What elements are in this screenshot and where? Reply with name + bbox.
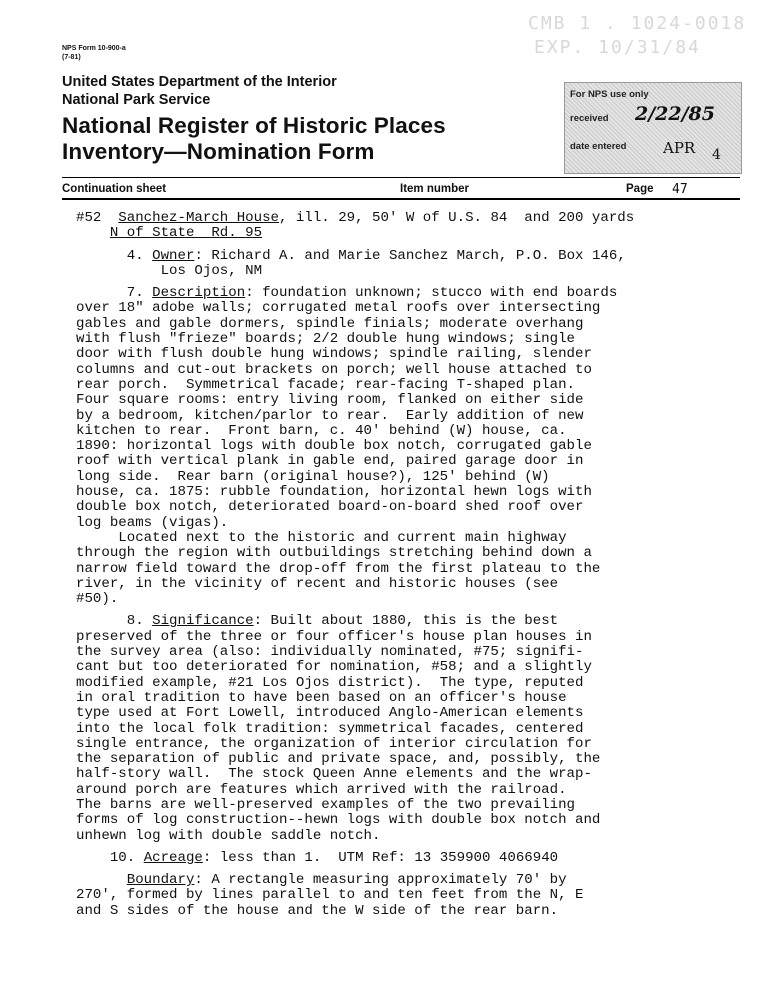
significance-line: modified example, #21 Los Ojos district). The type, reputed bbox=[76, 674, 584, 691]
owner-number: 4. bbox=[126, 247, 144, 264]
boundary-line: 270', formed by lines parallel to and ten feet from the N, E bbox=[76, 887, 584, 904]
owner-label: Owner bbox=[152, 247, 195, 264]
description-line: roof with vertical plank in gable end, paired garage door in bbox=[76, 453, 584, 470]
date-entered-label: date entered bbox=[570, 141, 627, 152]
acreage-section bbox=[76, 851, 756, 866]
description-line: kitchen to rear. Front barn, c. 40' behind (W) house, ca. bbox=[76, 422, 567, 439]
service-name: National Park Service bbox=[62, 92, 211, 108]
description-line: columns and cut-out brackets on porch; well house attached to bbox=[76, 361, 592, 378]
significance-line: preserved of the three or four officer's house plan houses in bbox=[76, 628, 592, 645]
description-label: Description bbox=[152, 285, 246, 302]
description-line: rear porch. Symmetrical facade; rear-facing T-shaped plan. bbox=[76, 376, 575, 393]
significance-line: The barns are well-preserved examples of the two prevailing bbox=[76, 796, 575, 813]
nps-use-label: For NPS use only bbox=[570, 89, 649, 100]
significance-line: the survey area (also: individually nominated, #75; signifi- bbox=[76, 644, 584, 661]
description-line: 1890: horizontal logs with double box notch, corrugated gable bbox=[76, 438, 592, 455]
description-line: with flush "frieze" boards; 2/2 double hung windows; single bbox=[76, 331, 575, 348]
significance-line: the separation of public and private space, and, possibly, the bbox=[76, 751, 601, 768]
significance-line: unhewn log with double saddle notch. bbox=[76, 827, 381, 844]
page-label: Page bbox=[626, 183, 654, 195]
description-line: Four square rooms: entry living room, flanked on either side bbox=[76, 392, 584, 409]
significance-line: cant but too deteriorated for nomination, #58; and a slightly bbox=[76, 659, 592, 676]
department-name: United States Department of the Interior bbox=[62, 74, 337, 90]
omb-stamp-line2: EXP. 10/31/84 bbox=[534, 37, 701, 58]
received-label: received bbox=[570, 113, 609, 124]
entry-number: #52 bbox=[76, 210, 102, 226]
property-name: Sanchez-March House bbox=[118, 210, 279, 226]
acreage-text: : less than 1. UTM Ref: 13 359900 4066940 bbox=[202, 849, 559, 866]
omb-stamp-line1: CMB 1 . 1024-0018 bbox=[528, 13, 747, 34]
acreage-label: Acreage bbox=[143, 849, 203, 866]
significance-line: in oral tradition to have been based on an officer's house bbox=[76, 689, 567, 706]
boundary-section bbox=[76, 873, 756, 919]
form-title bbox=[62, 113, 446, 165]
entry-heading bbox=[76, 211, 756, 226]
description-line: river, in the vicinity of recent and historic houses (see bbox=[76, 575, 559, 592]
significance-label: Significance bbox=[152, 613, 254, 630]
significance-line: type used at Fort Lowell, introduced Anglo-American elements bbox=[76, 705, 584, 722]
description-line: over 18" adobe walls; corrugated metal roofs over intersecting bbox=[76, 300, 601, 317]
description-line: door with flush double hung windows; spindle railing, slender bbox=[76, 346, 592, 363]
agency-header bbox=[62, 73, 337, 109]
description-line: gables and gable dormers, spindle finials; moderate overhang bbox=[76, 315, 584, 332]
description-line: double box notch, deteriorated board-on-board shed roof over bbox=[76, 499, 584, 516]
form-title-line1: National Register of Historic Places bbox=[62, 113, 446, 138]
boundary-line: and S sides of the house and the W side of the rear barn. bbox=[76, 902, 559, 919]
acreage-number: 10. bbox=[109, 849, 136, 866]
significance-line: single entrance, the organization of interior circulation for bbox=[76, 735, 592, 752]
page-number: 47 bbox=[672, 182, 688, 197]
nps-use-box bbox=[564, 82, 742, 174]
date-entered-day: 4 bbox=[712, 147, 721, 163]
significance-line: into the local folk tradition: symmetrical facades, centered bbox=[76, 720, 584, 737]
significance-line: around porch are features which arrived with the railroad. bbox=[76, 781, 567, 798]
item-number-label: Item number bbox=[400, 183, 470, 195]
description-line: log beams (vigas). bbox=[76, 514, 229, 531]
description-line: long side. Rear barn (original house?), 125' behind (W) bbox=[76, 468, 550, 485]
boundary-label: Boundary bbox=[126, 872, 195, 889]
form-title-line2: Inventory—Nomination Form bbox=[62, 139, 375, 164]
header-rule-top bbox=[62, 177, 740, 178]
description-number: 7. bbox=[126, 285, 144, 302]
form-number bbox=[62, 44, 126, 62]
continuation-sheet-label: Continuation sheet bbox=[62, 183, 167, 195]
boundary-first-line: : A rectangle measuring approximately 70' by bbox=[194, 872, 567, 889]
description-section bbox=[76, 286, 756, 607]
significance-line: half-story wall. The stock Queen Anne elements and the wrap- bbox=[76, 766, 592, 783]
significance-section bbox=[76, 614, 756, 843]
description-first-line: : foundation unknown; stucco with end boards bbox=[245, 285, 618, 302]
header-rule-bottom bbox=[62, 198, 740, 200]
received-date: 2/22/85 bbox=[635, 103, 715, 125]
significance-number: 8. bbox=[126, 613, 144, 630]
description-line: Located next to the historic and current main highway bbox=[76, 529, 567, 546]
property-location: , ill. 29, 50' W of U.S. 84 and 200 yards bbox=[279, 210, 635, 226]
owner-address-line2: Los Ojos, NM bbox=[160, 262, 263, 279]
form-number-text: NPS Form 10-900-a bbox=[62, 45, 126, 52]
nomination-entry bbox=[76, 211, 756, 919]
date-entered-month: APR bbox=[663, 139, 696, 157]
omb-stamp bbox=[528, 12, 746, 60]
description-line: #50). bbox=[76, 591, 119, 608]
description-line: through the region with outbuildings stretching behind down a bbox=[76, 545, 592, 562]
description-line: house, ca. 1875: rubble foundation, horizontal hewn logs with bbox=[76, 484, 592, 501]
significance-line: forms of log construction--hewn logs with double box notch and bbox=[76, 812, 601, 829]
description-line: by a bedroom, kitchen/parlor to rear. Early addition of new bbox=[76, 407, 584, 424]
form-revision-text: (7-81) bbox=[62, 54, 81, 61]
significance-first-line: : Built about 1880, this is the best bbox=[253, 613, 559, 630]
property-location-line2: N of State Rd. 95 bbox=[109, 225, 263, 242]
entry-heading-line2 bbox=[76, 226, 756, 241]
owner-text: : Richard A. and Marie Sanchez March, P.O. Box 146, bbox=[194, 247, 626, 264]
owner-section bbox=[76, 249, 756, 264]
description-line: narrow field toward the drop-off from the first plateau to the bbox=[76, 560, 601, 577]
